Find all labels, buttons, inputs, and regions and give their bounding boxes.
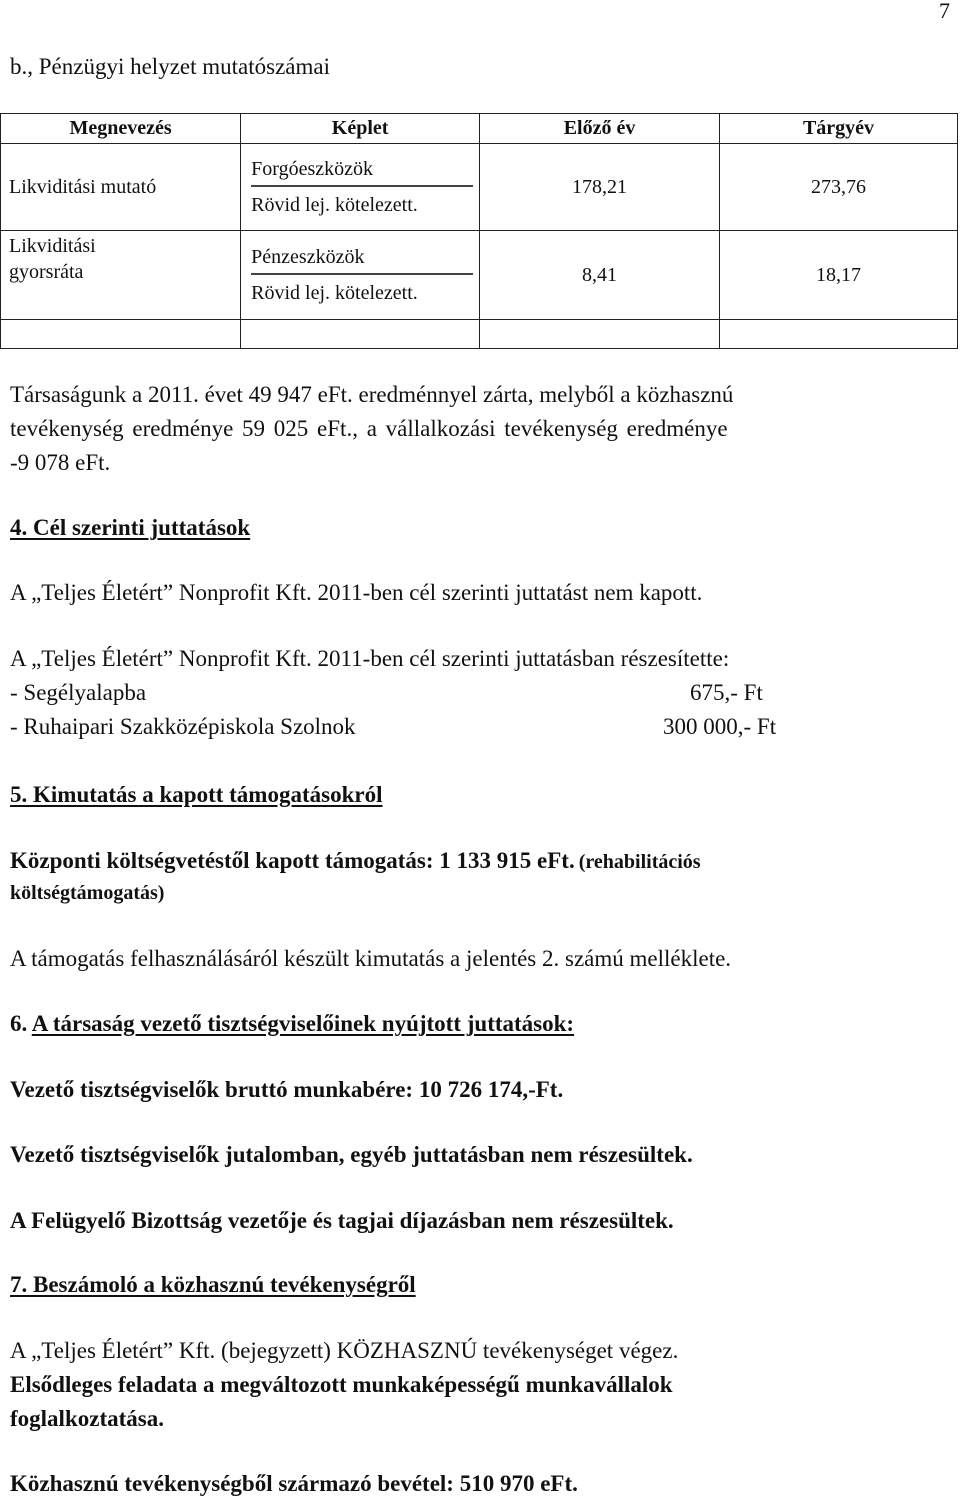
support-line [10,848,701,874]
header-name: Megnevezés [1,114,241,144]
paragraph-line: A támogatás felhasználásáról készült kimutatás a jelentés 2. számú melléklete. [10,946,732,971]
paragraph-line: Társaságunk a 2011. évet 49 947 eFt. eredménnyel zárta, melyből a közhasznú [10,382,734,407]
empty-cell [241,320,480,349]
empty-cell [480,320,720,349]
fraction-bar [251,185,473,187]
paragraph-line: tevékenység eredménye 59 025 eFt., a vállalkozási tevékenység eredménye [10,416,728,441]
allocation-amount: 300 000,- Ft [663,714,777,739]
section-6-heading: A társaság vezető tisztségviselőinek nyújtott juttatások: [31,1011,575,1036]
header-current-year: Tárgyév [719,114,957,144]
section-6-title [10,1011,574,1037]
table-empty-row [1,320,958,349]
paragraph-line: foglalkoztatása. [10,1406,164,1431]
row-name: Likviditási mutató [1,144,241,231]
prev-year-value: 8,41 [480,231,720,320]
paragraph-line: A „Teljes Életért” Kft. (bejegyzett) KÖZHASZNÚ tevékenységet végez. [10,1338,679,1363]
support-type: (rehabilitációs [578,851,701,873]
indicator-table [0,113,958,349]
paragraph-line: Vezető tisztségviselők jutalomban, egyéb juttatásban nem részesültek. [10,1142,693,1167]
formula-denominator: Rövid lej. kötelezett. [251,194,418,216]
page-number: 7 [939,0,950,23]
header-formula: Képlet [241,114,480,144]
current-year-value: 18,17 [719,231,957,320]
paragraph-line: -9 078 eFt. [10,450,111,475]
allocation-amount: 675,- Ft [690,680,763,705]
allocation-label: - Ruhaipari Szakközépiskola Szolnok [10,714,356,739]
section-7-title: 7. Beszámoló a közhasznú tevékenységről [10,1272,416,1297]
section-4-title: 4. Cél szerinti juttatások [10,515,251,540]
row-name-line2: gyorsráta [9,261,84,283]
fraction-bar [251,273,473,275]
section-6-number: 6. [10,1011,28,1036]
allocation-label: - Segélyalapba [10,680,147,705]
empty-cell [719,320,957,349]
support-type-cont: költségtámogatás) [10,882,165,904]
paragraph-line: A „Teljes Életért” Nonprofit Kft. 2011-ben cél szerinti juttatásban részesítette: [10,646,730,671]
support-amount: Központi költségvetéstől kapott támogatás: 1 133 915 eFt. [10,848,575,873]
table-row [1,231,958,320]
section-5-title: 5. Kimutatás a kapott támogatásokról [10,782,383,807]
table-row [1,144,958,231]
paragraph-line: Közhasznú tevékenységből származó bevétel: 510 970 eFt. [10,1471,578,1496]
empty-cell [1,320,241,349]
formula-fraction [241,231,480,320]
section-b-title: b., Pénzügyi helyzet mutatószámai [10,54,330,79]
row-name [1,231,241,320]
formula-numerator: Pénzeszközök [251,246,365,268]
paragraph-line: A Felügyelő Bizottság vezetője és tagjai díjazásban nem részesültek. [10,1208,674,1233]
paragraph-line: A „Teljes Életért” Nonprofit Kft. 2011-ben cél szerinti juttatást nem kapott. [10,580,703,605]
formula-denominator: Rövid lej. kötelezett. [251,282,418,304]
table-header-row [1,114,958,144]
row-name-line1: Likviditási [9,235,96,257]
header-prev-year: Előző év [480,114,720,144]
prev-year-value: 178,21 [480,144,720,231]
formula-numerator: Forgóeszközök [251,158,373,180]
paragraph-line: Vezető tisztségviselők bruttó munkabére: 10 726 174,-Ft. [10,1077,564,1102]
paragraph-line: Elsődleges feladata a megváltozott munkaképességű munkavállalok [10,1372,673,1397]
current-year-value: 273,76 [719,144,957,231]
formula-fraction [241,144,480,231]
